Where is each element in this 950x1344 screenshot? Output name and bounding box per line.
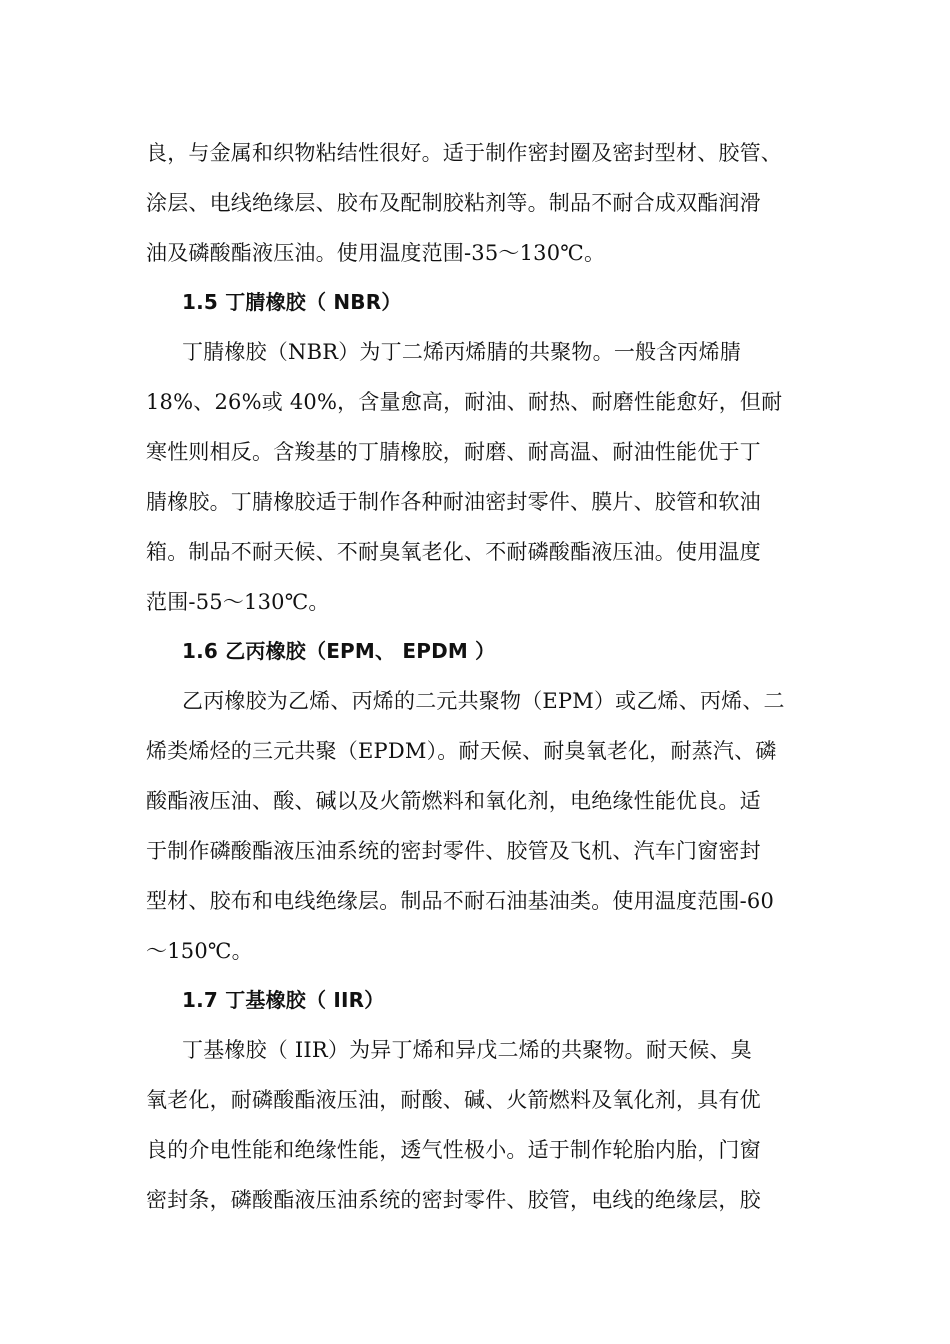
paragraph-line: 乙丙橡胶为乙烯、丙烯的二元共聚物（EPM）或乙烯、丙烯、二: [182, 689, 785, 713]
paragraph-line: 酸酯液压油、酸、碱以及火箭燃料和氧化剂，电绝缘性能优良。适: [146, 789, 761, 813]
paragraph-line: 油及磷酸酯液压油。使用温度范围-35～130℃。: [146, 241, 606, 265]
section-heading-1-5: 1.5 丁腈橡胶（ NBR）: [182, 290, 402, 314]
paragraph-line: 箱。制品不耐天候、不耐臭氧老化、不耐磷酸酯液压油。使用温度: [146, 540, 761, 564]
paragraph-line: 丁基橡胶（ IIR）为异丁烯和异戊二烯的共聚物。耐天候、臭: [182, 1038, 752, 1062]
paragraph-line: 寒性则相反。含羧基的丁腈橡胶，耐磨、耐高温、耐油性能优于丁: [146, 440, 761, 464]
paragraph-line: ～150℃。: [146, 939, 253, 963]
paragraph-line: 范围-55～130℃。: [146, 590, 330, 614]
paragraph-line: 良的介电性能和绝缘性能，透气性极小。适于制作轮胎内胎，门窗: [146, 1138, 761, 1162]
paragraph-line: 密封条，磷酸酯液压油系统的密封零件、胶管，电线的绝缘层，胶: [146, 1188, 761, 1212]
section-heading-1-6: 1.6 乙丙橡胶（EPM、 EPDM ）: [182, 639, 496, 663]
paragraph-line: 良，与金属和织物粘结性很好。适于制作密封圈及密封型材、胶管、: [146, 141, 782, 165]
paragraph-line: 氧老化，耐磷酸酯液压油，耐酸、碱、火箭燃料及氧化剂，具有优: [146, 1088, 761, 1112]
paragraph-line: 丁腈橡胶（NBR）为丁二烯丙烯腈的共聚物。一般含丙烯腈: [182, 340, 742, 364]
paragraph-line: 腈橡胶。丁腈橡胶适于制作各种耐油密封零件、膜片、胶管和软油: [146, 490, 761, 514]
section-heading-1-7: 1.7 丁基橡胶（ IIR）: [182, 988, 385, 1012]
paragraph-line: 于制作磷酸酯液压油系统的密封零件、胶管及飞机、汽车门窗密封: [146, 839, 761, 863]
paragraph-line: 烯类烯烃的三元共聚（EPDM）。耐天候、耐臭氧老化，耐蒸汽、磷: [146, 739, 777, 763]
paragraph-line: 涂层、电线绝缘层、胶布及配制胶粘剂等。制品不耐合成双酯润滑: [146, 191, 761, 215]
paragraph-line: 型材、胶布和电线绝缘层。制品不耐石油基油类。使用温度范围-60: [146, 889, 775, 913]
paragraph-line: 18%、26%或 40%，含量愈高，耐油、耐热、耐磨性能愈好，但耐: [146, 390, 783, 414]
